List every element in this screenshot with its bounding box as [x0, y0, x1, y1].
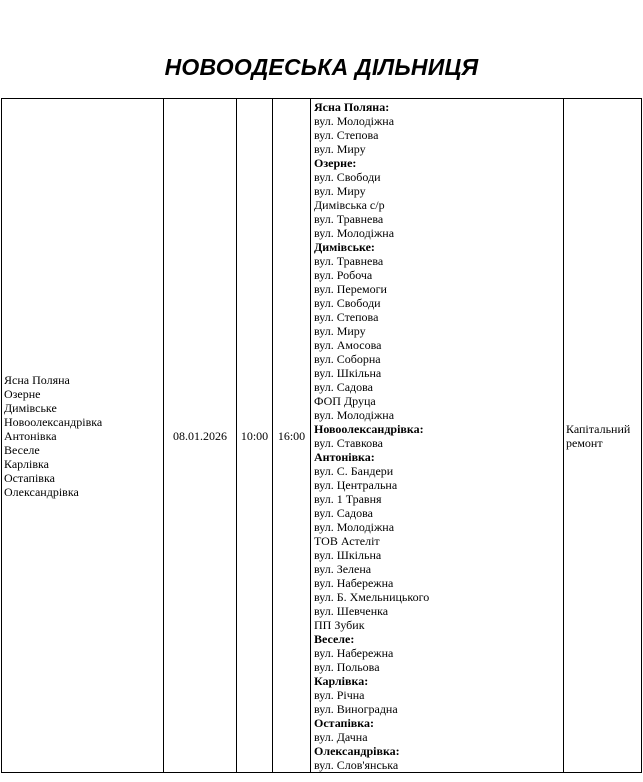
streets-cell	[311, 99, 564, 773]
street-item: ФОП Друца	[314, 394, 376, 408]
street-item: вул. Соборна	[314, 352, 381, 366]
street-item: вул. Набережна	[314, 576, 394, 590]
street-item: вул. Молодіжна	[314, 114, 395, 128]
street-item: вул. Шевченка	[314, 604, 389, 618]
street-item: вул. Виноградна	[314, 702, 398, 716]
table-row	[2, 99, 642, 773]
street-item: вул. Річна	[314, 688, 365, 702]
street-item: вул. Ставкова	[314, 436, 383, 450]
settlement-item: Веселе	[4, 442, 40, 457]
street-item: вул. Дачна	[314, 730, 368, 744]
street-item: вул. Травнева	[314, 254, 384, 268]
street-item: вул. Центральна	[314, 478, 398, 492]
street-item: вул. Миру	[314, 184, 366, 198]
street-item: ТОВ Астеліт	[314, 534, 380, 548]
settlement-item: Ясна Поляна	[4, 372, 70, 387]
street-item: вул. Шкільна	[314, 548, 382, 562]
settlement-heading: Димівське:	[314, 240, 375, 254]
settlement-item: Новоолександрівка	[4, 414, 103, 429]
street-item: вул. Робоча	[314, 268, 373, 282]
street-item: вул. Амосова	[314, 338, 382, 352]
street-item: вул. Б. Хмельницького	[314, 590, 430, 604]
page-title: НОВООДЕСЬКА ДІЛЬНИЦЯ	[164, 54, 479, 80]
date-cell: 08.01.2026	[164, 99, 237, 773]
time-end-cell: 16:00	[273, 99, 311, 773]
settlement-item: Олександрівка	[4, 484, 79, 499]
settlement-heading: Остапівка:	[314, 716, 374, 730]
street-item: вул. Садова	[314, 380, 373, 394]
street-item: ПП Зубик	[314, 618, 365, 632]
settlement-item: Озерне	[4, 386, 41, 401]
settlement-heading: Новоолександрівка:	[314, 422, 424, 436]
street-item: вул. Молодіжна	[314, 520, 395, 534]
street-item: вул. Садова	[314, 506, 373, 520]
street-item: вул. Степова	[314, 310, 379, 324]
settlement-heading: Веселе:	[314, 632, 355, 646]
settlement-item: Антонівка	[4, 428, 57, 443]
street-item: вул. Польова	[314, 660, 380, 674]
outage-schedule-table	[1, 98, 642, 773]
streets-list	[314, 100, 561, 772]
street-item: вул. Миру	[314, 142, 366, 156]
work-type-cell: Капітальний ремонт	[564, 99, 642, 773]
settlement-heading: Антонівка:	[314, 450, 375, 464]
settlement-item: Карлівка	[4, 456, 49, 471]
street-item: вул. Перемоги	[314, 282, 387, 296]
time-start-cell: 10:00	[237, 99, 273, 773]
street-item: вул. Молодіжна	[314, 408, 395, 422]
street-item: вул. Свободи	[314, 296, 381, 310]
settlements-list	[4, 373, 161, 499]
street-item: вул. Шкільна	[314, 366, 382, 380]
settlement-item: Остапівка	[4, 470, 55, 485]
settlement-heading: Ясна Поляна:	[314, 100, 390, 114]
settlement-item: Димівське	[4, 400, 57, 415]
street-item: вул. Молодіжна	[314, 226, 395, 240]
street-item: вул. Миру	[314, 324, 366, 338]
street-item: вул. Зелена	[314, 562, 372, 576]
street-item: вул. Слов'янська	[314, 758, 399, 772]
street-item: вул. Набережна	[314, 646, 394, 660]
street-item: вул. Травнева	[314, 212, 384, 226]
street-item: вул. Свободи	[314, 170, 381, 184]
street-item: вул. Степова	[314, 128, 379, 142]
settlement-heading: Карлівка:	[314, 674, 369, 688]
settlements-cell	[2, 99, 164, 773]
street-item: Димівська с/р	[314, 198, 385, 212]
street-item: вул. 1 Травня	[314, 492, 382, 506]
street-item: вул. С. Бандери	[314, 464, 394, 478]
settlement-heading: Олександрівка:	[314, 744, 400, 758]
settlement-heading: Озерне:	[314, 156, 357, 170]
